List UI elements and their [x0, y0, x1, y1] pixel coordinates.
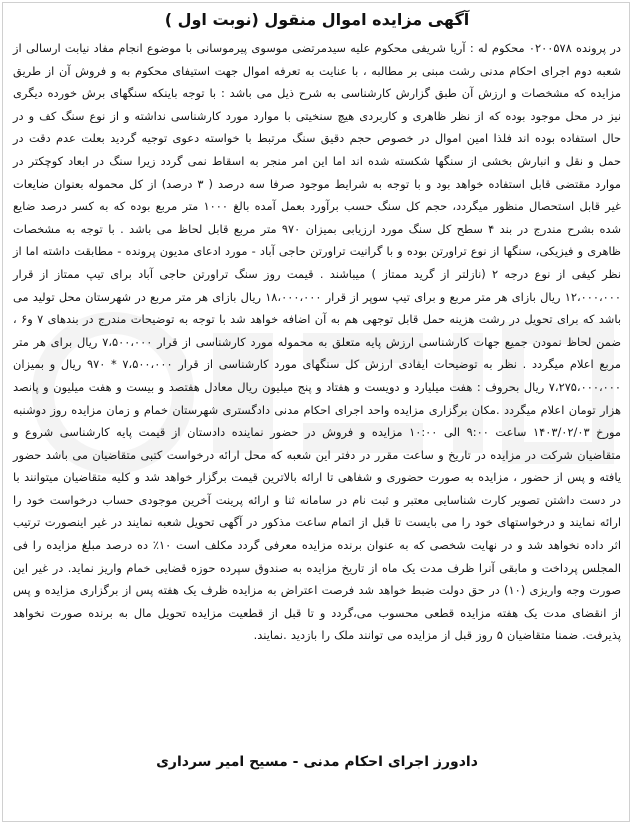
notice-signature: دادورز اجرای احکام مدنی - مسیح امیر سرداری — [156, 754, 478, 770]
notice-title: آگهی مزایده اموال منقول (نوبت اول ) — [164, 10, 470, 29]
notice-body: در پرونده ۰۲۰۰۵۷۸ محکوم له : آریا شریفی محکوم علیه سیدمرتضی موسوی پیرموسانی با موضوع انجام مفاد نیابت ارسالی از شعبه دوم اجرای احکام مدنی رشت مبنی بر مطالبه ، با عنایت به تعرفه اموال جهت استیفای محکوم به و فروش آن از طریق مزایده که مشخصات و ارزش آن طبق گزارش کارشناسی به شرح ذیل می باشد : با توجه باینکه سنگهای برش خورده دیگری نیز در محل موجود بوده که از نظر ظاهری و کاربردی هیچ سنخیتی با موارد مورد کارشناسی نداشته و از نوع سنگ کف و در حال استفاده بوده اند فلذا امین اموال در خصوص حجم دقیق سنگ مرتبط با خواسته دعوی توجیه گردید بعلت عدم دقت در حمل و نقل و انبارش بخشی از سنگها شکسته شده اند اما این امر منجر به اسقاط نمی گردد زیرا سنگ در ابعاد کوچکتر در موارد مقتضی قابل استفاده خواهد بود و با توجه به شرایط موجود صرفا سه درصد ( ۳ درصد) از کل محموله بعنوان ضایعات غیر قابل استحصال منظور میگردد، حجم کل سنگ حسب برآورد بعمل آمده بالغ ۱۰۰۰ متر مربع بوده که به کسر درصد ضایع شده بشرح مندرج در بند ۴ سطح کل سنگ مورد ارزیابی بمیزان ۹۷۰ متر مربع قابل لحاظ می باشد . با توجه به مشخصات ظاهری و فیزیکی، سنگها از نوع تراورتن بوده و با گرانیت تراورتن حاجی آباد - مورد ادعای مدیون پرونده - مطابقت داشته اما از نظر کیفی از نوع درجه ۲ (نازلتر از گرید ممتاز ) میباشند . قیمت روز سنگ تراورتن حاجی آباد برای تیپ ممتاز از قرار ۱۲،۰۰۰،۰۰۰ ریال بازای هر متر مربع و برای تیپ سوپر از قرار ۱۸،۰۰۰،۰۰۰ ریال بازای هر متر مربع در شهرستان محل تولید می باشد که برای تحویل در رشت هزینه حمل قابل توجهی هم به آن اضافه خواهد شد با توجه به توضیحات مندرج در بندهای ۷ و۶ ، ضمن لحاظ نمودن جمیع جهات کارشناسی ارزش پایه متعلق به محموله مورد کارشناسی از قرار ۷،۵۰۰،۰۰۰ ریال برای هر متر مربع اعلام میگردد . نظر به توضیحات ایفادی ارزش کل سنگهای مورد کارشناسی از قرار ۷،۵۰۰،۰۰۰ * ۹۷۰ ریال و بمیزان ۷،۲۷۵،۰۰۰،۰۰۰ ریال بحروف : هفت میلیارد و دویست و هفتاد و پنج میلیون ریال معادل هفتصد و بیست و هفت میلیون و پانصد هزار تومان اعلام میگردد .مکان برگزاری مزایده واحد اجرای احکام مدنی دادگستری شهرستان خمام و زمان مزایده روز دوشنبه مورخ ۱۴۰۳/۰۲/۰۳ ساعت ۹:۰۰ الی ۱۰:۰۰ مزایده و فروش در حضور نماینده دادستان از قیمت پایه کارشناسی شروع و متقاضیان شرکت در مزایده در تاریخ و ساعت مقرر در دفتر این شعبه که محل ارائه درخواست کتبی متقاضیان می باشد حضور یافته و پس از حضور ، مزایده به صورت حضوری و شفاهی تا ارائه بالاترین قیمت برگزار خواهد شد و کلیه متقاضیان میتوانند با در دست داشتن تصویر کارت شناسایی معتبر و ثبت نام در سامانه ثنا و ارائه پرینت آخرین موجودی حساب درخواست خود را ارائه نمایند و درخواستهای خود را می بایست تا قبل از اتمام ساعت مذکور در آگهی تحویل شعبه نمایند در غیر اینصورت ترتیب اثر داده نخواهد شد و در نهایت شخصی که به عنوان برنده مزایده معرفی گردد مکلف است ۱۰٪ ده درصد مبلغ مزایده را فی المجلس پرداخت و مابقی آنرا ظرف مدت یک ماه از تاریخ مزایده به صندوق سپرده حوزه قضایی خمام واریز نماید. در غیر این صورت وجه واریزی (۱۰) در حق دولت ضبط خواهد شد فرصت اعتراض به مزایده ظرف یک هفته پس از برگزاری مزایده و پس از انقضای مدت یک هفته مزایده قطعی محسوب می،گردد و تا قبل از قطعیت مزایده تحویل مال به برنده صورت نخواهد پذیرفت. ضمنا متقاضیان ۵ روز قبل از مزایده می توانند ملک را بازدید .نمایند. — [13, 41, 622, 643]
notice-page — [2, 2, 630, 822]
